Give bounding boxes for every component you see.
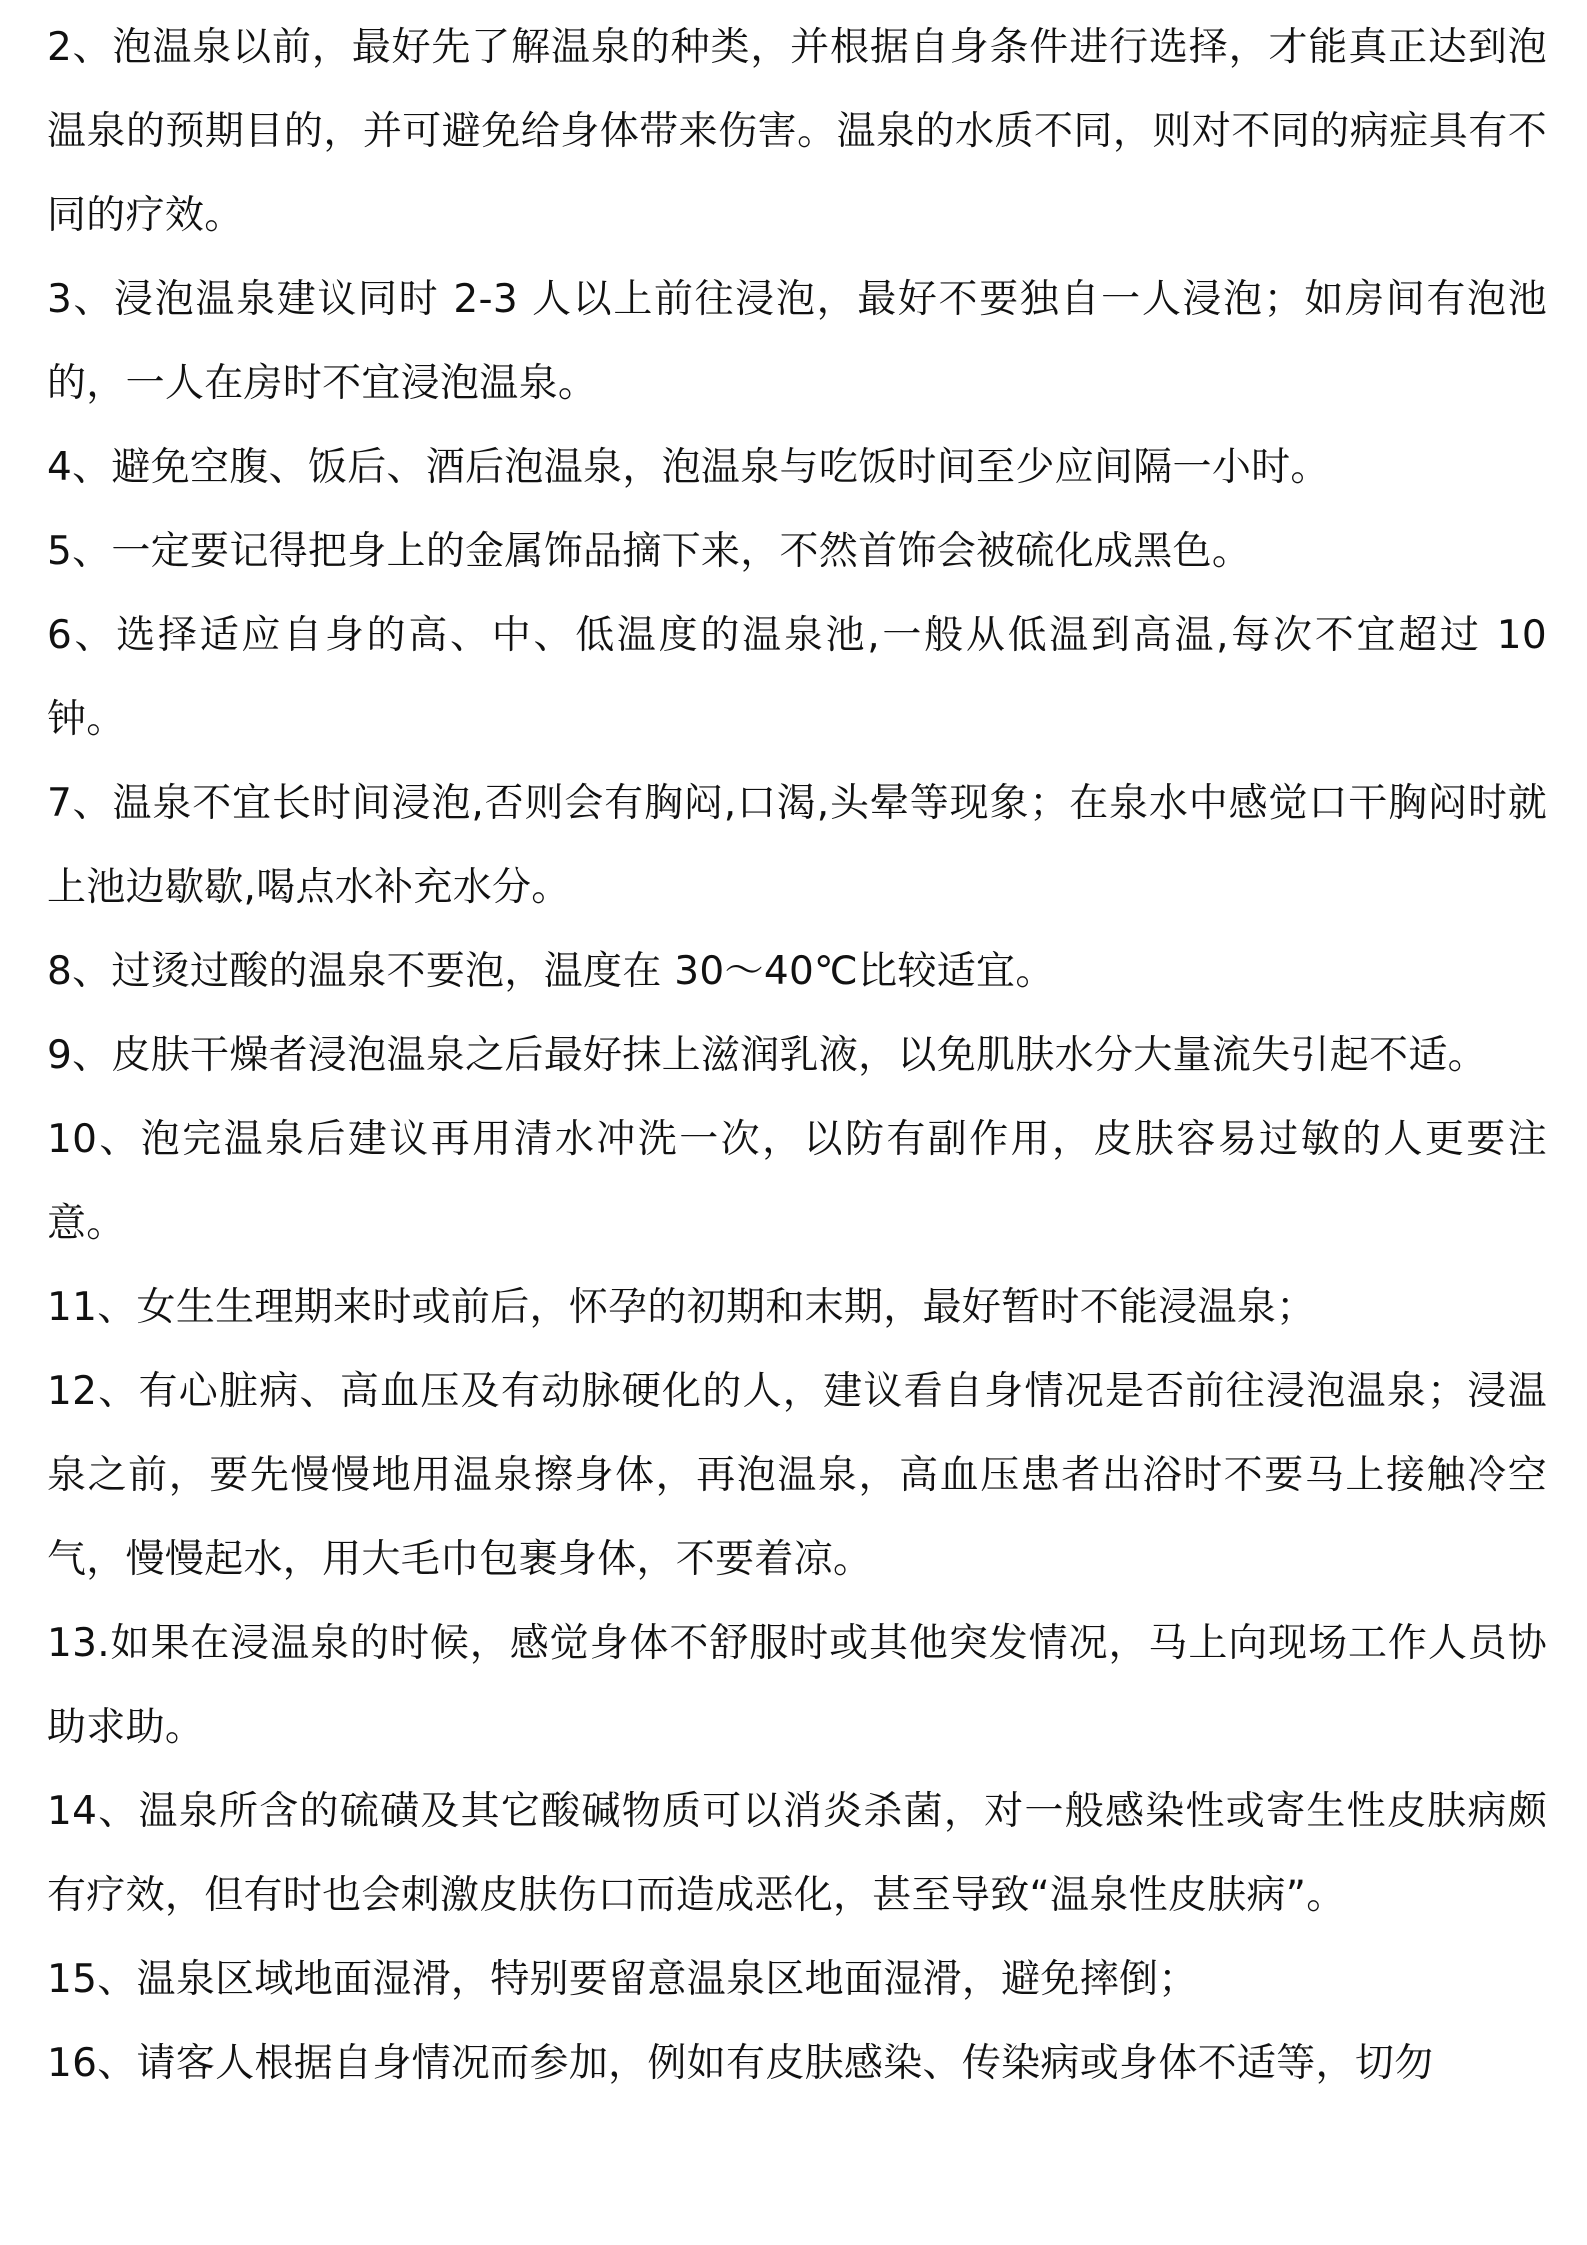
tip-item-6: 6、选择适应自身的高、中、低温度的温泉池,一般从低温到高温,每次不宜超过 10 钟。 (47, 613, 1547, 742)
tip-item-15: 15、温泉区域地面湿滑，特别要留意温泉区地面湿滑，避免摔倒； (47, 1957, 1198, 2002)
tip-item-13: 13.如果在浸温泉的时候，感觉身体不舒服时或其他突发情况，马上向现场工作人员协助求助。 (47, 1621, 1547, 1750)
tip-item-12: 12、有心脏病、高血压及有动脉硬化的人，建议看自身情况是否前往浸泡温泉；浸温泉之前，要先慢慢地用温泉擦身体，再泡温泉，高血压患者出浴时不要马上接触冷空气，慢慢起水，用大毛巾包裹身体，不要着凉。 (47, 1369, 1547, 1582)
tip-item-7: 7、温泉不宜长时间浸泡,否则会有胸闷,口渴,头晕等现象；在泉水中感觉口干胸闷时就上池边歇歇,喝点水补充水分。 (47, 781, 1547, 910)
tip-item-14: 14、温泉所含的硫磺及其它酸碱物质可以消炎杀菌，对一般感染性或寄生性皮肤病颇有疗效，但有时也会刺激皮肤伤口而造成恶化，甚至导致“温泉性皮肤病”。 (47, 1789, 1547, 1918)
tip-item-5: 5、一定要记得把身上的金属饰品摘下来，不然首饰会被硫化成黑色。 (47, 529, 1252, 574)
tip-item-9: 9、皮肤干燥者浸泡温泉之后最好抹上滋润乳液，以免肌肤水分大量流失引起不适。 (47, 1033, 1487, 1078)
tip-item-4: 4、避免空腹、饭后、酒后泡温泉，泡温泉与吃饭时间至少应间隔一小时。 (47, 445, 1330, 490)
tip-item-3: 3、浸泡温泉建议同时 2-3 人以上前往浸泡，最好不要独自一人浸泡；如房间有泡池的，一人在房时不宜浸泡温泉。 (47, 277, 1547, 406)
tip-item-16: 16、请客人根据自身情况而参加，例如有皮肤感染、传染病或身体不适等，切勿 (47, 2041, 1434, 2086)
tip-item-10: 10、泡完温泉后建议再用清水冲洗一次，以防有副作用，皮肤容易过敏的人更要注意。 (47, 1117, 1547, 1246)
tip-item-11: 11、女生生理期来时或前后，怀孕的初期和末期，最好暂时不能浸温泉； (47, 1285, 1316, 1330)
tip-item-2: 2、泡温泉以前，最好先了解温泉的种类，并根据自身条件进行选择，才能真正达到泡温泉的预期目的，并可避免给身体带来伤害。温泉的水质不同，则对不同的病症具有不同的疗效。 (47, 25, 1547, 238)
tip-item-8: 8、过烫过酸的温泉不要泡，温度在 30～40℃比较适宜。 (47, 949, 1055, 994)
